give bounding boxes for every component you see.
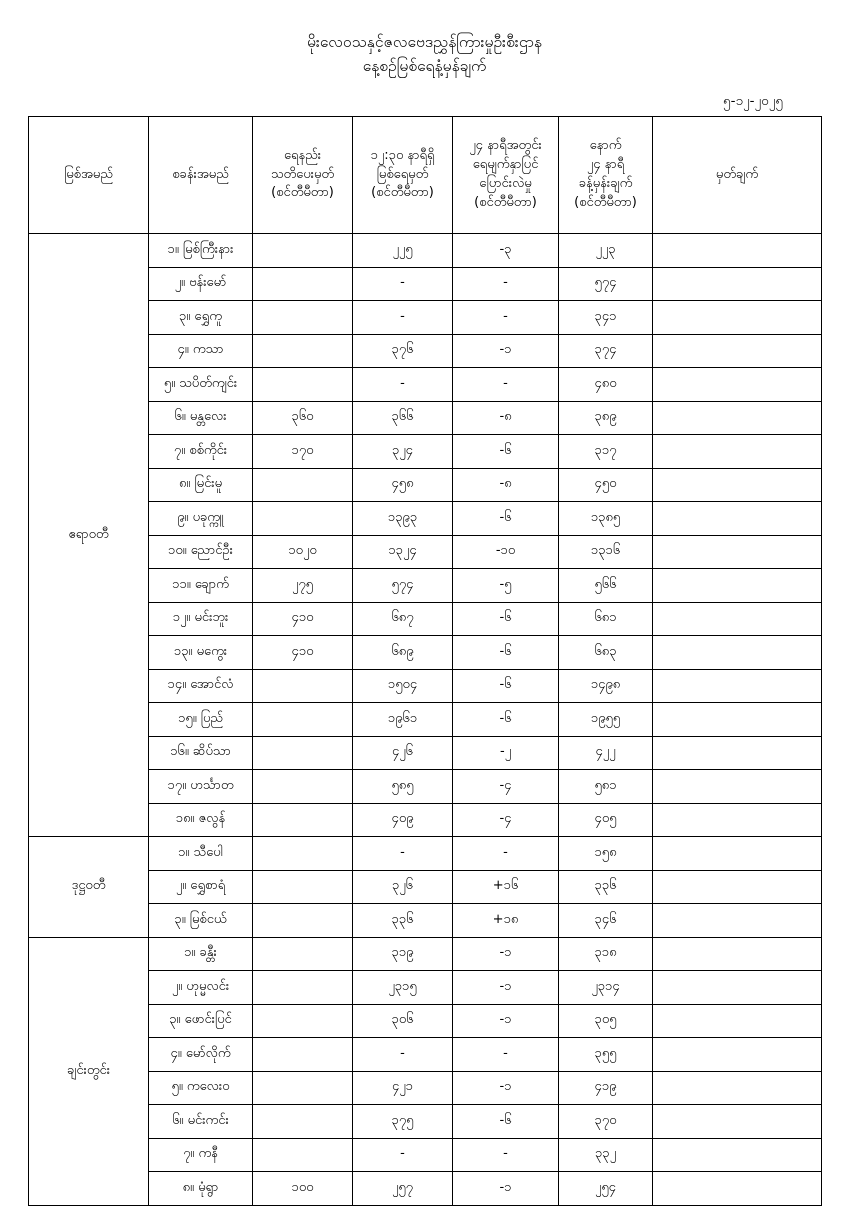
danger-level-value xyxy=(253,502,353,536)
danger-level-value: ၄၁၀ xyxy=(253,602,353,636)
forecast-value: ၃၁၈ xyxy=(559,937,653,971)
station-name: ၇။ စစ်ကိုင်း xyxy=(149,435,253,469)
danger-level-value xyxy=(253,837,353,871)
danger-level-value xyxy=(253,770,353,804)
remark-value xyxy=(653,1172,822,1206)
current-level-value: - xyxy=(353,267,453,301)
forecast-value: ၃၁၇ xyxy=(559,435,653,469)
danger-level-value xyxy=(253,368,353,402)
station-name: ၆။ မင်းကင်း xyxy=(149,1105,253,1139)
remark-value xyxy=(653,1071,822,1105)
change-value: -၁ xyxy=(453,334,559,368)
forecast-value: ၄၁၉ xyxy=(559,1071,653,1105)
danger-line-1: ရေနည်း xyxy=(283,147,322,163)
danger-level-value: ၁၀၀ xyxy=(253,1172,353,1206)
change-line-4: (စင်တီမီတာ) xyxy=(474,194,537,210)
change-value: -၁ xyxy=(453,1071,559,1105)
table-header xyxy=(29,117,822,234)
station-name: ၁၆။ ဆိပ်သာ xyxy=(149,736,253,770)
remark-value xyxy=(653,904,822,938)
danger-level-value xyxy=(253,301,353,335)
remark-value xyxy=(653,502,822,536)
change-value: +၁၆ xyxy=(453,870,559,904)
change-value: -၆ xyxy=(453,1105,559,1139)
danger-level-value xyxy=(253,971,353,1005)
remark-value xyxy=(653,401,822,435)
station-name: ၁၇။ ဟင်္သာတ xyxy=(149,770,253,804)
station-name: ၂။ ဗန်းမော် xyxy=(149,267,253,301)
change-line-3: ပြောင်းလဲမှု xyxy=(479,176,532,192)
station-name: ၁၃။ မကွေး xyxy=(149,636,253,670)
forecast-value: ၄၂၂ xyxy=(559,736,653,770)
station-name: ၈။ မုံရွာ xyxy=(149,1172,253,1206)
danger-level-value xyxy=(253,334,353,368)
station-name: ၄။ မော်လိုက် xyxy=(149,1038,253,1072)
station-name: ၅။ သပိတ်ကျင်း xyxy=(149,368,253,402)
danger-level-value xyxy=(253,736,353,770)
remark-value xyxy=(653,368,822,402)
station-name: ၁။ ခန္တီး xyxy=(149,937,253,971)
change-value: -၄ xyxy=(453,803,559,837)
remark-value xyxy=(653,770,822,804)
remark-value xyxy=(653,569,822,603)
station-name: ၁။ မြစ်ကြီးနား xyxy=(149,234,253,268)
remark-value xyxy=(653,602,822,636)
danger-level-value xyxy=(253,669,353,703)
current-level-value: ၁၉၆၁ xyxy=(353,703,453,737)
current-level-value: - xyxy=(353,368,453,402)
change-value: - xyxy=(453,301,559,335)
station-name: ၇။ ကနီ xyxy=(149,1138,253,1172)
change-value: -၆ xyxy=(453,669,559,703)
change-value: +၁၈ xyxy=(453,904,559,938)
table-row xyxy=(29,234,822,268)
forecast-value: ၃၇၄ xyxy=(559,334,653,368)
danger-level-value xyxy=(253,803,353,837)
level-line-2: မြစ်ရေမှတ် xyxy=(376,166,429,182)
forecast-value: ၃၈၉ xyxy=(559,401,653,435)
station-name: ၁၁။ ချောက် xyxy=(149,569,253,603)
danger-level-value: ၄၁၀ xyxy=(253,636,353,670)
change-value: -၃ xyxy=(453,234,559,268)
forecast-value: ၄၅၀ xyxy=(559,468,653,502)
current-level-value: ၄၂၆ xyxy=(353,736,453,770)
column-header-danger-level xyxy=(253,117,353,234)
change-value: -၈ xyxy=(453,401,559,435)
river-water-level-table xyxy=(28,116,822,1206)
table-row xyxy=(29,837,822,871)
table-row xyxy=(29,937,822,971)
forecast-line-2: ၂၄ နာရီ xyxy=(586,157,625,173)
current-level-value: ၆၈၇ xyxy=(353,602,453,636)
current-level-value: ၁၃၉၃ xyxy=(353,502,453,536)
danger-level-value: ၁၇၀ xyxy=(253,435,353,469)
danger-level-value: ၂၇၅ xyxy=(253,569,353,603)
forecast-value: ၃၅၅ xyxy=(559,1038,653,1072)
report-date: ၅-၁၂-၂၀၂၅ xyxy=(722,93,783,110)
forecast-value: ၆၈၁ xyxy=(559,602,653,636)
current-level-value: ၆၈၉ xyxy=(353,636,453,670)
current-level-value: - xyxy=(353,1138,453,1172)
remark-value xyxy=(653,435,822,469)
remark-value xyxy=(653,971,822,1005)
current-level-value: - xyxy=(353,837,453,871)
station-name: ၁။ သီပေါ xyxy=(149,837,253,871)
current-level-value: ၁၃၂၄ xyxy=(353,535,453,569)
station-name: ၈။ မြင်းမူ xyxy=(149,468,253,502)
remark-value xyxy=(653,301,822,335)
current-level-value: ၄၀၉ xyxy=(353,803,453,837)
remark-value xyxy=(653,1004,822,1038)
forecast-value: ၆၈၃ xyxy=(559,636,653,670)
danger-level-value xyxy=(253,937,353,971)
station-name: ၃။ မြစ်ငယ် xyxy=(149,904,253,938)
column-header-station: စခန်းအမည် xyxy=(149,117,253,234)
station-name: ၂။ ရွှေစာရံ xyxy=(149,870,253,904)
forecast-value: ၁၃၁၆ xyxy=(559,535,653,569)
change-value: -၁၀ xyxy=(453,535,559,569)
level-line-1: ၁၂:၃၀ နာရီရှိ xyxy=(370,147,435,163)
current-level-value: ၃၇၅ xyxy=(353,1105,453,1139)
station-name: ၁၂။ မင်းဘူး xyxy=(149,602,253,636)
forecast-value: ၂၃၁၄ xyxy=(559,971,653,1005)
remark-value xyxy=(653,669,822,703)
change-value: -၁ xyxy=(453,1172,559,1206)
remark-value xyxy=(653,703,822,737)
column-header-remark: မှတ်ချက် xyxy=(653,117,822,234)
forecast-line-4: (စင်တီမီတာ) xyxy=(574,194,637,210)
remark-value xyxy=(653,267,822,301)
danger-level-value xyxy=(253,1038,353,1072)
current-level-value: ၂၂၅ xyxy=(353,234,453,268)
level-line-3: (စင်တီမီတာ) xyxy=(371,185,434,201)
change-line-1: ၂၄ နာရီအတွင်း xyxy=(469,138,542,154)
change-value: - xyxy=(453,1138,559,1172)
basin-name: ဧရာဝတီ xyxy=(29,234,149,837)
column-header-current-level xyxy=(353,117,453,234)
danger-level-value xyxy=(253,234,353,268)
station-name: ၁၄။ အောင်လံ xyxy=(149,669,253,703)
forecast-value: ၃၃၂ xyxy=(559,1138,653,1172)
danger-line-2: သတိပေးမှတ် xyxy=(270,166,335,182)
department-title: မိုးလေဝသနှင့်ဇလဗေဒညွှန်ကြားမှုဦးစီးဌာန xyxy=(306,33,543,51)
danger-level-value xyxy=(253,1138,353,1172)
forecast-value: ၄၀၅ xyxy=(559,803,653,837)
station-name: ၅။ ကလေးဝ xyxy=(149,1071,253,1105)
station-name: ၃။ ရွှေကူ xyxy=(149,301,253,335)
forecast-value: ၃၀၅ xyxy=(559,1004,653,1038)
forecast-value: ၃၄၆ xyxy=(559,904,653,938)
change-value: - xyxy=(453,368,559,402)
basin-name: ချင်းတွင်း xyxy=(29,937,149,1205)
forecast-value: ၁၄၉၈ xyxy=(559,669,653,703)
change-line-2: ရေမျက်နှာပြင် xyxy=(472,157,539,173)
change-value: -၁ xyxy=(453,1004,559,1038)
change-value: -၆ xyxy=(453,502,559,536)
column-header-24h-change xyxy=(453,117,559,234)
remark-value xyxy=(653,636,822,670)
current-level-value: - xyxy=(353,1038,453,1072)
current-level-value: ၃၇၆ xyxy=(353,334,453,368)
change-value: -၄ xyxy=(453,770,559,804)
change-value: -၆ xyxy=(453,636,559,670)
current-level-value: ၃၂၆ xyxy=(353,870,453,904)
change-value: -၈ xyxy=(453,468,559,502)
change-value: - xyxy=(453,267,559,301)
remark-value xyxy=(653,803,822,837)
danger-line-3: (စင်တီမီတာ) xyxy=(271,185,334,201)
change-value: -၁ xyxy=(453,971,559,1005)
current-level-value: ၃၂၄ xyxy=(353,435,453,469)
danger-level-value: ၁၀၂၀ xyxy=(253,535,353,569)
table-header-row xyxy=(29,117,822,234)
change-value: -၂ xyxy=(453,736,559,770)
remark-value xyxy=(653,1138,822,1172)
current-level-value: ၃၀၆ xyxy=(353,1004,453,1038)
station-name: ၁၅။ ပြည် xyxy=(149,703,253,737)
danger-level-value xyxy=(253,1105,353,1139)
danger-level-value xyxy=(253,1004,353,1038)
remark-value xyxy=(653,535,822,569)
forecast-value: ၃၇၀ xyxy=(559,1105,653,1139)
remark-value xyxy=(653,870,822,904)
report-title: နေ့စဉ်မြစ်ရေနံ့မှန်ချက် xyxy=(362,57,487,76)
forecast-line-3: ခန့်မှန်းချက် xyxy=(578,176,633,192)
remark-value xyxy=(653,234,822,268)
change-value: -၆ xyxy=(453,435,559,469)
station-name: ၁၀။ ညောင်ဦး xyxy=(149,535,253,569)
remark-value xyxy=(653,937,822,971)
forecast-value: ၁၅၈ xyxy=(559,837,653,871)
remark-value xyxy=(653,1038,822,1072)
current-level-value: ၄၅၈ xyxy=(353,468,453,502)
danger-level-value xyxy=(253,870,353,904)
basin-name: ဒုဋ္ဌဝတီ xyxy=(29,837,149,938)
change-value: - xyxy=(453,1038,559,1072)
danger-level-value xyxy=(253,267,353,301)
forecast-value: ၅၈၁ xyxy=(559,770,653,804)
table-body xyxy=(29,234,822,1206)
forecast-value: ၄၈၀ xyxy=(559,368,653,402)
station-name: ၁၈။ ဇလွန် xyxy=(149,803,253,837)
station-name: ၃။ ဖောင်းပြင် xyxy=(149,1004,253,1038)
current-level-value: ၅၈၅ xyxy=(353,770,453,804)
change-value: -၆ xyxy=(453,703,559,737)
danger-level-value xyxy=(253,1071,353,1105)
forecast-value: ၅၇၄ xyxy=(559,267,653,301)
change-value: -၆ xyxy=(453,602,559,636)
station-name: ၂။ ဟုမ္မလင်း xyxy=(149,971,253,1005)
current-level-value: - xyxy=(353,301,453,335)
current-level-value: ၃၁၉ xyxy=(353,937,453,971)
danger-level-value xyxy=(253,904,353,938)
danger-level-value: ၃၆၀ xyxy=(253,401,353,435)
change-value: -၁ xyxy=(453,937,559,971)
current-level-value: ၂၃၁၅ xyxy=(353,971,453,1005)
current-level-value: ၃၆၆ xyxy=(353,401,453,435)
remark-value xyxy=(653,468,822,502)
forecast-value: ၃၄၁ xyxy=(559,301,653,335)
current-level-value: ၃၃၆ xyxy=(353,904,453,938)
current-level-value: ၅၇၄ xyxy=(353,569,453,603)
forecast-value: ၃၃၆ xyxy=(559,870,653,904)
column-header-basin: မြစ်အမည် xyxy=(29,117,149,234)
current-level-value: ၁၅၀၄ xyxy=(353,669,453,703)
danger-level-value xyxy=(253,468,353,502)
current-level-value: ၄၂၁ xyxy=(353,1071,453,1105)
remark-value xyxy=(653,334,822,368)
station-name: ၄။ ကသာ xyxy=(149,334,253,368)
column-header-forecast xyxy=(559,117,653,234)
document-header xyxy=(28,30,821,78)
remark-value xyxy=(653,837,822,871)
change-value: -၅ xyxy=(453,569,559,603)
danger-level-value xyxy=(253,703,353,737)
remark-value xyxy=(653,1105,822,1139)
forecast-value: ၁၉၅၅ xyxy=(559,703,653,737)
remark-value xyxy=(653,736,822,770)
forecast-value: ၁၃၈၅ xyxy=(559,502,653,536)
station-name: ၉။ ပခုက္ကူ xyxy=(149,502,253,536)
forecast-line-1: နောက် xyxy=(589,138,622,154)
current-level-value: ၂၅၇ xyxy=(353,1172,453,1206)
forecast-value: ၅၆၆ xyxy=(559,569,653,603)
change-value: - xyxy=(453,837,559,871)
forecast-value: ၂၅၄ xyxy=(559,1172,653,1206)
station-name: ၆။ မန္တလေး xyxy=(149,401,253,435)
forecast-value: ၂၂၃ xyxy=(559,234,653,268)
